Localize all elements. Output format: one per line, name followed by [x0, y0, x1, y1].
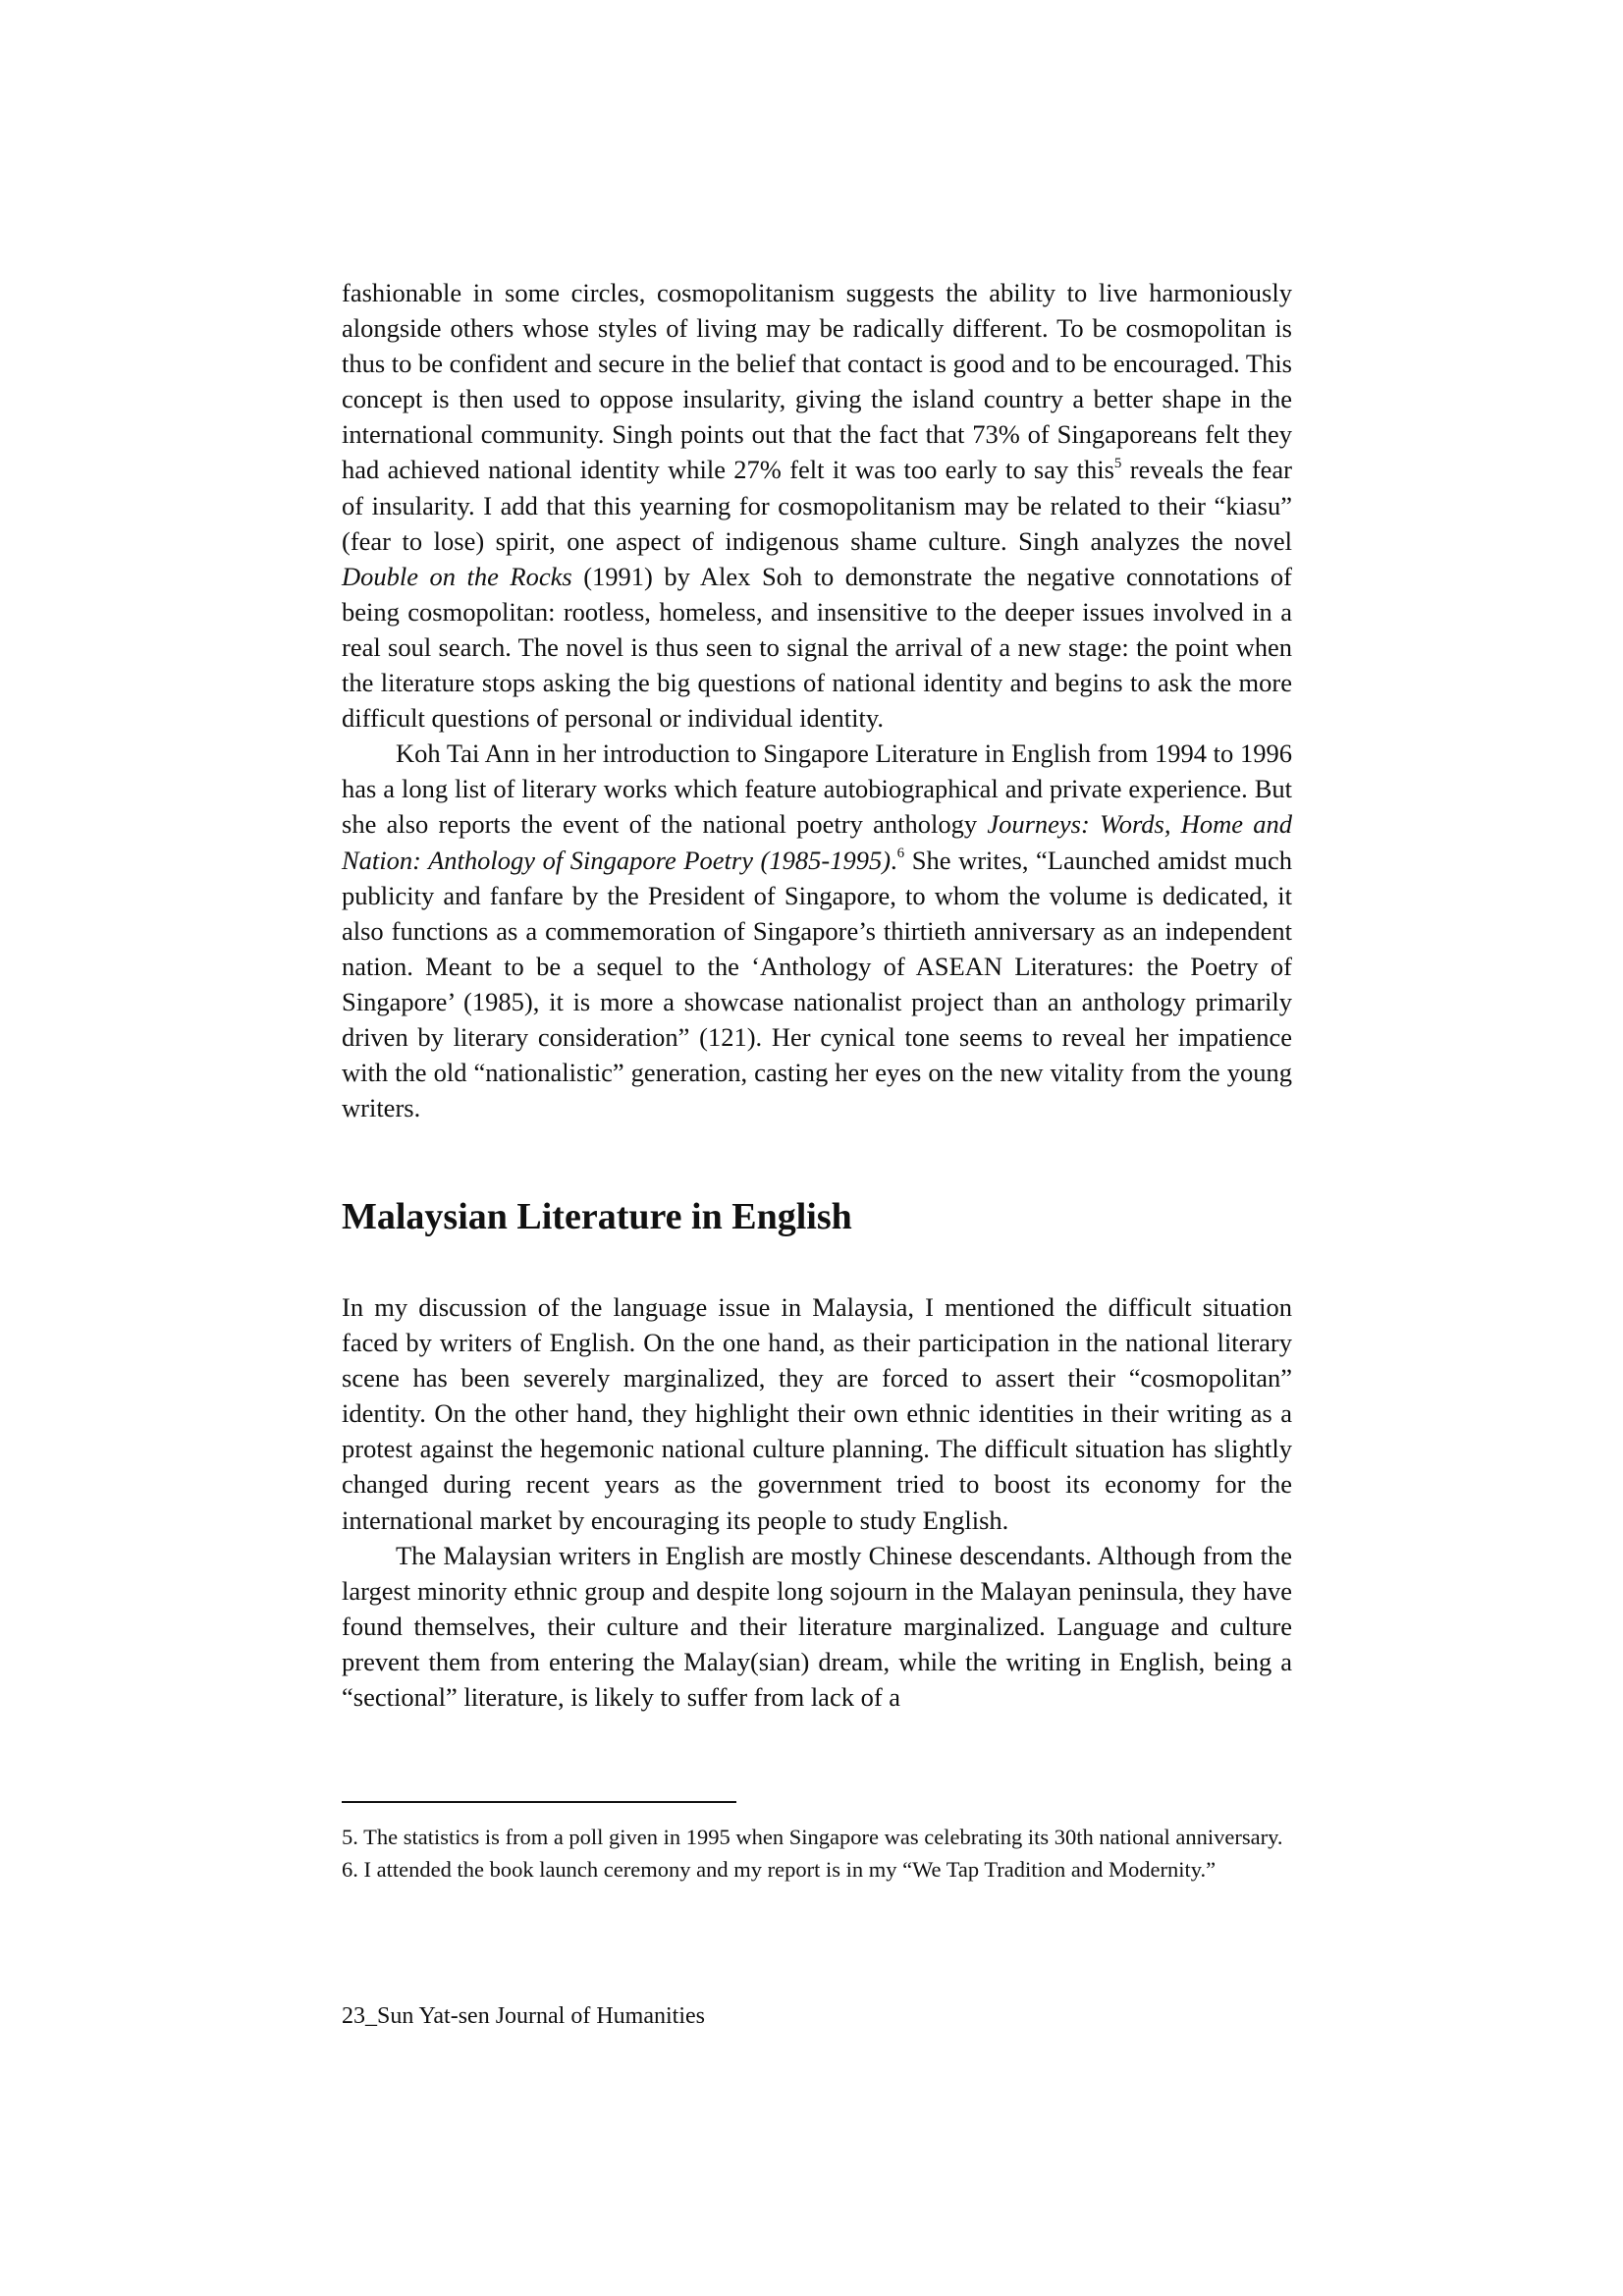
paragraph-text: (1991) by Alex Soh to demonstrate the negative connotations of being cosmopolitan: rootless, homeless, and insensitive to the deeper issues involved in a real soul search. The novel is thus seen to signal the arrival of a new stage: the point when the literature stops asking the big questions of national identity and begins to ask the more difficult questions of personal or individual identity.: [342, 561, 1292, 734]
paragraph-text: reveals the fear of insularity. I add that this yearning for cosmopolitanism may be related to their “kiasu” (fear to lose) spirit, one aspect of indigenous shame culture. Singh analyzes the novel: [342, 455, 1292, 556]
footnote-marker: 5: [1113, 455, 1122, 471]
footnote-6: 6. I attended the book launch ceremony and my report is in my “We Tap Tradition and Modernity.”: [342, 1857, 1217, 1882]
paragraph: [342, 736, 1292, 1125]
paragraph-text: She writes, “Launched amidst much publicity and fanfare by the President of Singapore, to whom the volume is dedicated, it also functions as a commemoration of Singapore’s thirtieth anniversary as an independent nation. Meant to be a sequel to the ‘Anthology of ASEAN Literatures: the Poetry of Singapore’ (1985), it is more a showcase nationalist project than an anthology primarily driven by literary consideration” (121). Her cynical tone seems to reveal her impatience with the old “nationalistic” generation, casting her eyes on the new vitality from the young writers.: [342, 845, 1292, 1123]
paragraph: [342, 1289, 1292, 1538]
paragraph-text: The Malaysian writers in English are mostly Chinese descendants. Although from the largest minority ethnic group and despite long sojourn in the Malayan peninsula, they have found themselves, their culture and their literature marginalized. Language and culture prevent them from entering the Malay(sian) dream, while the writing in English, being a “sectional” literature, is likely to suffer from lack of a: [342, 1540, 1292, 1713]
section-heading: Malaysian Literature in English: [342, 1196, 852, 1237]
body-text-section: [342, 1289, 1292, 1715]
footnote-marker: 6: [896, 845, 905, 861]
paragraph-text: In my discussion of the language issue in Malaysia, I mentioned the difficult situation faced by writers of English. On the one hand, as their participation in the national literary scene has been severely marginalized, they are forced to assert their “cosmopolitan” identity. On the other hand, they highlight their own ethnic identities in their writing as a protest against the hegemonic national culture planning. The difficult situation has slightly changed during recent years as the government tried to boost its economy for the international market by encouraging its people to study English.: [342, 1292, 1292, 1535]
footnotes-list: [342, 1821, 1292, 1886]
body-text-top: [342, 275, 1292, 1125]
italic-title: Double on the Rocks: [342, 561, 572, 591]
italic-title: Journeys: Words, Home and Nation: Anthology of Singapore Poetry (1985-1995): [342, 809, 1292, 875]
footnote-5: 5. The statistics is from a poll given in 1995 when Singapore was celebrating its 30th national anniversary.: [342, 1825, 1283, 1849]
paragraph-text: fashionable in some circles, cosmopolitanism suggests the ability to live harmoniously alongside others whose styles of living may be radically different. To be cosmopolitan is thus to be confident and secure in the belief that contact is good and to be encouraged. This concept is then used to oppose insularity, giving the island country a better shape in the international community. Singh points out that the fact that 73% of Singaporeans felt they had achieved national identity while 27% felt it was too early to say this: [342, 278, 1292, 485]
page-footer: 23_Sun Yat-sen Journal of Humanities: [342, 2003, 705, 2029]
paragraph-text: Koh Tai Ann in her introduction to Singapore Literature in English from 1994 to 1996 has a long list of literary works which feature autobiographical and private experience. But she also reports the event of the national poetry anthology: [342, 738, 1292, 840]
paragraph-text: .: [891, 845, 897, 875]
paragraph: [342, 1538, 1292, 1715]
paragraph: [342, 275, 1292, 736]
footnote-divider: [342, 1801, 736, 1803]
